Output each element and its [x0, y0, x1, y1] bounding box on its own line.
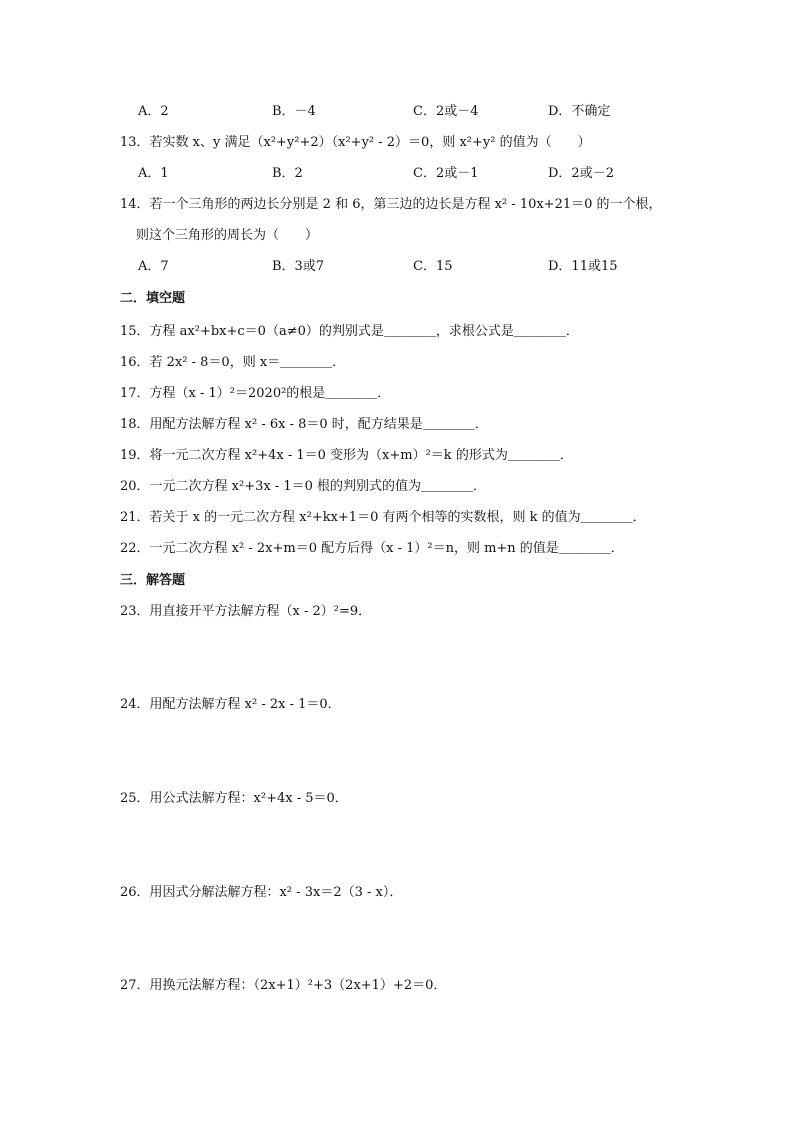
- q13-option-c: C．2或－1: [413, 166, 479, 181]
- question-16: 16．若 2x² - 8＝0，则 x＝＿＿＿＿．: [120, 355, 346, 370]
- q13-option-a: A．1: [138, 166, 169, 181]
- q14-text-line1: 14．若一个三角形的两边长分别是 2 和 6，第三边的边长是方程 x² - 10x+21＝0 的一个根，: [120, 197, 662, 212]
- q12-options: [138, 103, 658, 121]
- question-18: 18．用配方法解方程 x² - 6x - 8＝0 时，配方结果是＿＿＿＿．: [120, 417, 488, 432]
- q14-option-c: C．15: [413, 259, 453, 274]
- question-24: 24．用配方法解方程 x² - 2x - 1＝0．: [120, 697, 341, 712]
- question-21: 21．若关于 x 的一元二次方程 x²+kx+1＝0 有两个相等的实数根，则 k 的值为＿＿＿＿．: [120, 510, 646, 525]
- q12-option-d: D．不确定: [548, 104, 611, 119]
- question-20: 20．一元二次方程 x²+3x - 1＝0 根的判别式的值为＿＿＿＿．: [120, 479, 487, 494]
- q13-options: [138, 165, 658, 183]
- q14-text-line2: 则这个三角形的周长为（ ）: [136, 228, 319, 243]
- q14-option-a: A．7: [138, 259, 169, 274]
- q14-options: [138, 258, 658, 276]
- question-27: 27．用换元法解方程：（2x+1）²+3（2x+1）+2＝0．: [120, 978, 447, 993]
- question-15: 15．方程 ax²+bx+c＝0（a≠0）的判别式是＿＿＿＿，求根公式是＿＿＿＿．: [120, 324, 579, 339]
- q12-option-a: A．2: [138, 104, 169, 119]
- question-19: 19．将一元二次方程 x²+4x - 1＝0 变形为（x+m）²＝k 的形式为＿＿＿＿．: [120, 448, 573, 463]
- q14-option-d: D．11或15: [548, 259, 618, 274]
- q12-option-c: C．2或－4: [413, 104, 479, 119]
- question-26: 26．用因式分解法解方程：x² - 3x＝2（3 - x）．: [120, 885, 403, 900]
- q13-text: 13．若实数 x、y 满足（x²+y²+2）（x²+y² - 2）＝0，则 x²+y² 的值为（ ）: [120, 135, 591, 150]
- question-17: 17．方程（x - 1）²＝2020²的根是＿＿＿＿．: [120, 386, 391, 401]
- section-fill-in-heading: 二．填空题: [120, 291, 186, 306]
- q12-option-b: B．－4: [272, 104, 316, 119]
- q14-option-b: B．3或7: [272, 259, 325, 274]
- q13-option-b: B．2: [272, 166, 303, 181]
- question-25: 25．用公式法解方程：x²+4x - 5＝0．: [120, 791, 348, 806]
- section-solve-heading: 三．解答题: [120, 573, 186, 588]
- question-23: 23．用直接开平方法解方程（x - 2）²=9．: [120, 604, 372, 619]
- question-22: 22．一元二次方程 x² - 2x+m＝0 配方后得（x - 1）²＝n，则 m+n 的值是＿＿＿＿．: [120, 541, 624, 556]
- q13-option-d: D．2或－2: [548, 166, 614, 181]
